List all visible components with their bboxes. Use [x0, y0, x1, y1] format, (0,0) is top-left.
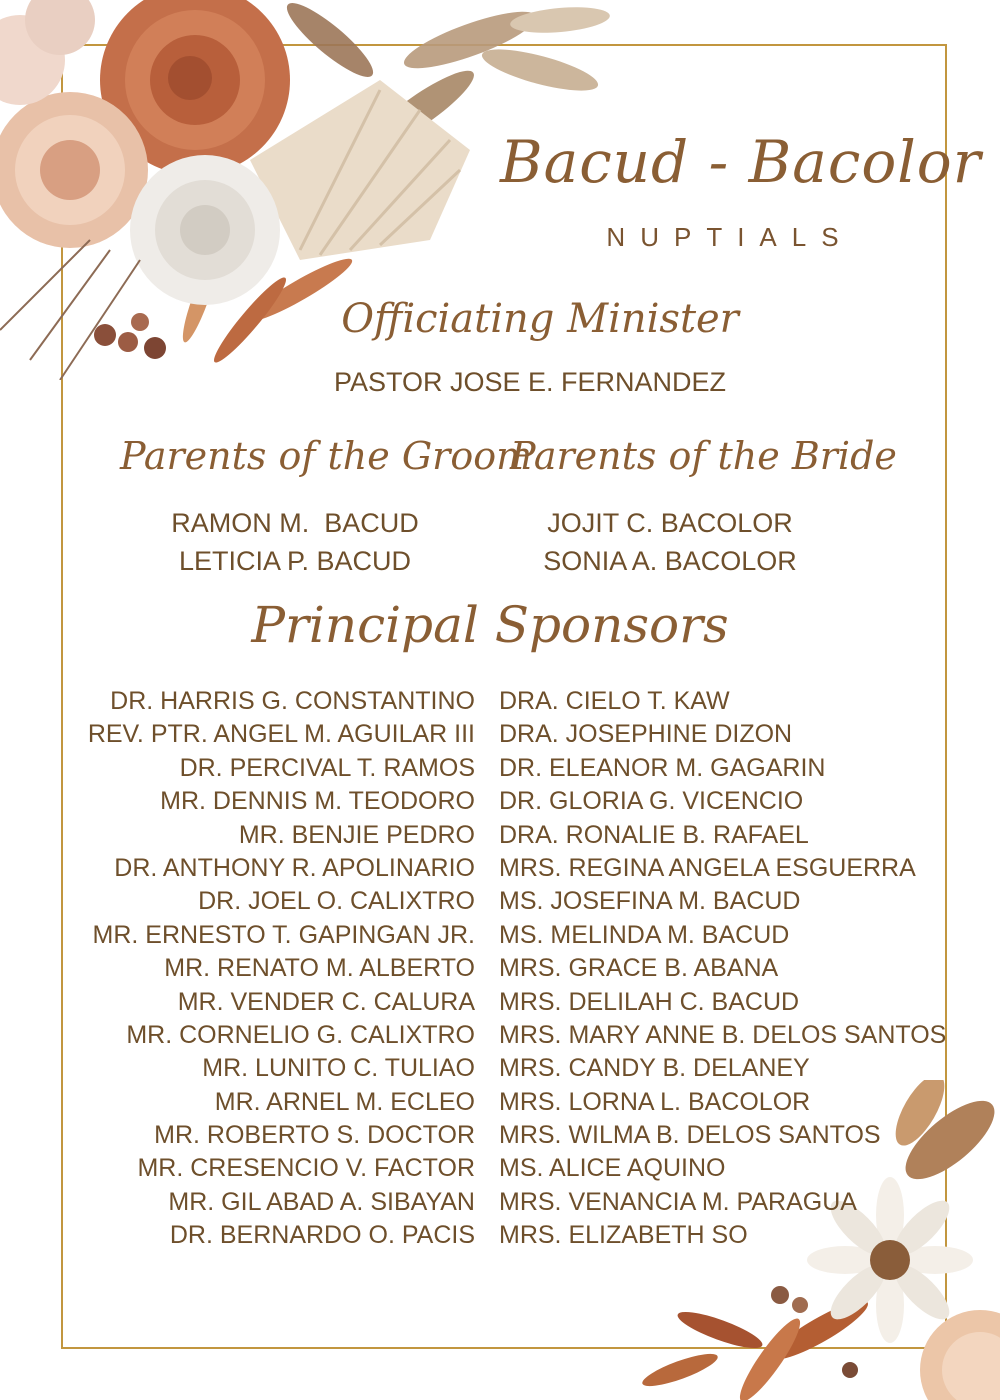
officiating-minister-name: PASTOR JOSE E. FERNANDEZ: [333, 367, 727, 397]
sponsor-name: MRS. DELILAH C. BACUD: [499, 987, 800, 1016]
sponsor-name: MS. JOSEFINA M. BACUD: [499, 887, 801, 916]
sponsor-name: MR. LUNITO C. TULIAO: [202, 1054, 475, 1083]
sponsor-name: DR. ANTHONY R. APOLINARIO: [114, 853, 475, 882]
sponsor-name: MR. GIL ABAD A. SIBAYAN: [168, 1187, 475, 1216]
groom-parent-name: LETICIA P. BACUD: [178, 546, 412, 576]
sponsor-name: REV. PTR. ANGEL M. AGUILAR III: [87, 720, 475, 749]
sponsor-name: MR. DENNIS M. TEODORO: [160, 787, 475, 816]
sponsor-name: MR. ARNEL M. ECLEO: [214, 1087, 475, 1116]
sponsor-name: DRA. CIELO T. KAW: [499, 687, 730, 715]
sponsor-name: MRS. REGINA ANGELA ESGUERRA: [499, 853, 916, 882]
bride-parents-heading: Parents of the Bride: [510, 434, 897, 478]
sponsor-name: MRS. GRACE B. ABANA: [499, 954, 779, 983]
sponsors-left-column: [60, 685, 475, 1253]
sponsor-name: MRS. WILMA B. DELOS SANTOS: [499, 1121, 881, 1150]
sponsor-name: MR. BENJIE PEDRO: [238, 820, 475, 849]
sponsor-name: MS. ALICE AQUINO: [499, 1154, 726, 1183]
sponsor-name: MRS. CANDY B. DELANEY: [499, 1054, 810, 1083]
sponsor-name: DRA. RONALIE B. RAFAEL: [499, 820, 809, 849]
sponsors-right-column: [499, 685, 969, 1253]
sponsor-name: DR. JOEL O. CALIXTRO: [198, 887, 475, 916]
groom-parents-heading: Parents of the Groom: [120, 434, 533, 478]
sponsor-name: MRS. MARY ANNE B. DELOS SANTOS: [499, 1020, 947, 1049]
sponsor-name: MR. RENATO M. ALBERTO: [164, 954, 475, 983]
couple-title: Bacud - Bacolor: [500, 128, 982, 196]
sponsor-name: MS. MELINDA M. BACUD: [499, 920, 790, 949]
sponsor-name: DR. HARRIS G. CONSTANTINO: [110, 687, 475, 715]
sponsor-name: DRA. JOSEPHINE DIZON: [499, 720, 793, 749]
sponsor-name: DR. GLORIA G. VICENCIO: [499, 787, 804, 816]
sponsor-name: MR. ROBERTO S. DOCTOR: [154, 1121, 475, 1150]
bride-parent-name: JOJIT C. BACOLOR: [547, 508, 793, 538]
sponsor-name: MRS. VENANCIA M. PARAGUA: [499, 1187, 857, 1216]
groom-parents-list: [130, 504, 460, 580]
sponsor-name: MR. ERNESTO T. GAPINGAN JR.: [92, 920, 475, 949]
sponsor-name: MR. VENDER C. CALURA: [177, 987, 475, 1016]
sponsor-name: DR. ELEANOR M. GAGARIN: [499, 753, 826, 782]
bride-parents-list: [510, 504, 830, 580]
sponsor-name: DR. PERCIVAL T. RAMOS: [179, 753, 475, 782]
bride-parent-name: SONIA A. BACOLOR: [543, 546, 797, 576]
sponsor-name: MRS. ELIZABETH SO: [499, 1221, 748, 1250]
sponsor-name: DR. BERNARDO O. PACIS: [169, 1221, 475, 1250]
nuptials-subtitle: NUPTIALS: [606, 222, 854, 252]
principal-sponsors-heading: Principal Sponsors: [251, 596, 729, 654]
sponsor-name: MRS. LORNA L. BACOLOR: [499, 1087, 811, 1116]
groom-parent-name: RAMON M. BACUD: [171, 508, 419, 538]
sponsor-name: MR. CORNELIO G. CALIXTRO: [126, 1020, 475, 1049]
officiating-minister-heading: Officiating Minister: [341, 296, 739, 342]
sponsor-name: MR. CRESENCIO V. FACTOR: [137, 1154, 475, 1183]
